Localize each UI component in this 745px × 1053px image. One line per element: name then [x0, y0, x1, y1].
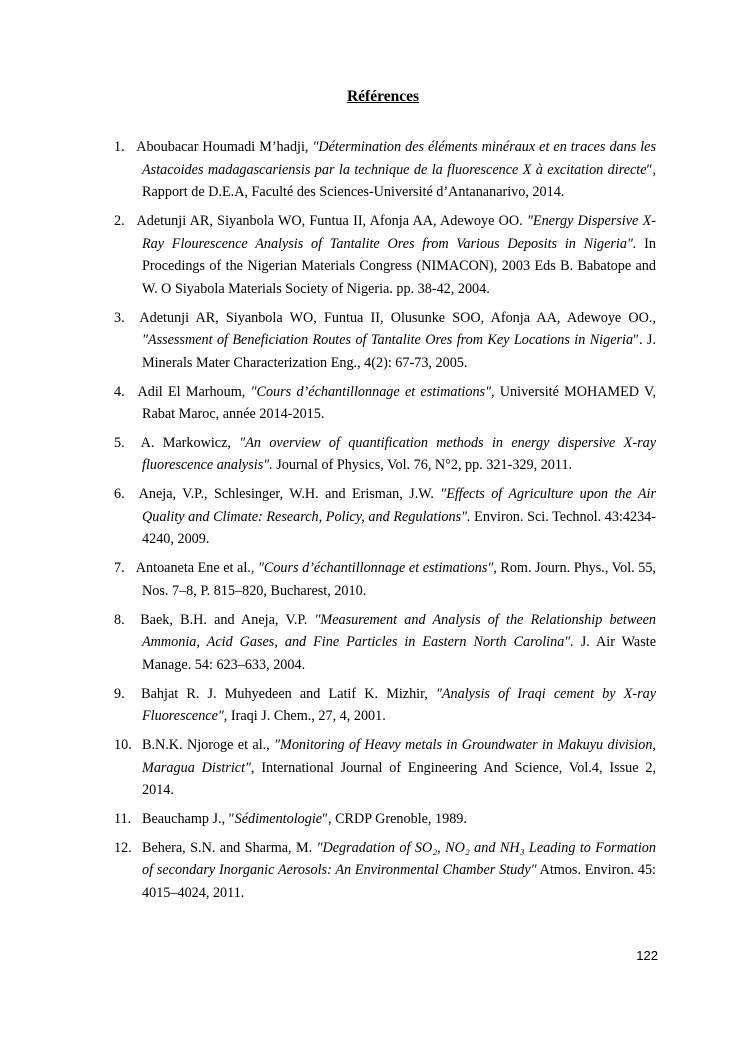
- page-title: Références: [346, 88, 419, 105]
- reference-item: [114, 432, 656, 477]
- reference-item: [114, 307, 656, 375]
- reference-title: ″Measurement and Analysis of the Relationship between Ammonia, Acid Gases, and Fine Particles in Eastern North Carolina″.: [142, 611, 657, 651]
- reference-title: ″Effects of Agriculture upon the Air Quality and Climate: Research, Policy, and Regulations″.: [142, 486, 657, 525]
- reference-number: 2.: [114, 212, 125, 229]
- reference-source: Atmos. Environ. 45: 4015–4024, 2011.: [142, 862, 656, 901]
- reference-item: [114, 837, 656, 905]
- reference-title: ″An overview of quantification methods in energy dispersive X-ray fluorescence analysis″.: [142, 434, 656, 474]
- reference-authors: Beauchamp J., ″: [142, 810, 235, 827]
- reference-source: Rom. Journ. Phys., Vol. 55, Nos. 7–8, P. 815–820, Bucharest, 2010.: [142, 560, 656, 599]
- reference-source: J. Air Waste Manage. 54: 623–633, 2004.: [142, 634, 656, 673]
- reference-item: [114, 683, 656, 728]
- reference-number: 10.: [114, 736, 132, 753]
- reference-item: [114, 136, 656, 204]
- reference-title: ″Cours d’échantillonnage et estimations″,: [250, 383, 495, 400]
- reference-authors: Adetunji AR, Siyanbola WO, Funtua II, Olusunke SOO, Afonja AA, Adewoye OO.: [139, 309, 653, 326]
- reference-title: ″Détermination des éléments minéraux et en traces dans les Astacoides madagascariensis par la technique de la fluorescence X à excitation directe: [142, 139, 656, 178]
- reference-authors: Adil El Marhoum,: [137, 383, 251, 400]
- reference-title: Sédimentologie: [234, 810, 323, 827]
- reference-title: ″Energy Dispersive X-Ray Flourescence Analysis of Tantalite Ores from Various Deposits in Nigeria″.: [142, 212, 656, 252]
- reference-authors: Antoaneta Ene et al.,: [135, 560, 258, 577]
- reference-number: 3.: [114, 309, 125, 326]
- reference-authors: Behera, S.N. and Sharma, M.: [142, 839, 317, 856]
- reference-number: 6.: [114, 486, 125, 503]
- reference-source: ″, CRDP Grenoble, 1989.: [322, 810, 467, 827]
- reference-number: 4.: [114, 383, 125, 400]
- reference-number: 7.: [114, 560, 125, 577]
- reference-source: Iraqi J. Chem., 27, 4, 2001.: [227, 708, 386, 725]
- reference-authors: Aneja, V.P., Schlesinger, W.H. and Erisman, J.W.: [138, 486, 441, 503]
- reference-number: 8.: [114, 611, 125, 628]
- reference-authors: Aboubacar Houmadi M’hadji,: [136, 139, 313, 155]
- reference-item: [114, 609, 656, 677]
- reference-source: International Journal of Engineering And Science, Vol.4, Issue 2, 2014.: [142, 759, 656, 799]
- page-number: 122: [636, 948, 658, 963]
- reference-title: ″Cours d’échantillonnage et estimations″,: [257, 560, 497, 577]
- reference-number: 11.: [114, 810, 132, 827]
- reference-source: In Procedings of the Nigerian Materials Congress (NIMACON), 2003 Eds B. Babatope and W. O Siyabola Materials Society of Nigeria. pp. 38-42, 2004.: [142, 235, 656, 297]
- reference-item: [114, 483, 656, 551]
- reference-source: Journal of Physics, Vol. 76, N°2, pp. 321-329, 2011.: [272, 457, 573, 474]
- reference-title: , ″Assessment of Beneficiation Routes of Tantalite Ores from Key Locations in Nigeria: [142, 309, 656, 349]
- reference-item: [114, 557, 656, 602]
- reference-source: ″, Rapport de D.E.A, Faculté des Sciences-Université d’Antananarivo, 2014.: [142, 161, 656, 201]
- reference-title: ″Monitoring of Heavy metals in Groundwater in Makuyu division, Maragua District″,: [142, 736, 656, 776]
- reference-source: ″. J. Minerals Mater Characterization Eng., 4(2): 67-73, 2005.: [142, 332, 656, 371]
- reference-authors: A. Markowicz,: [140, 434, 240, 451]
- reference-title: ″Analysis of Iraqi cement by X-ray Fluorescence″,: [142, 685, 657, 725]
- reference-authors: B.N.K. Njoroge et al.,: [142, 736, 275, 753]
- reference-number: 9.: [114, 685, 125, 702]
- reference-title: ″Degradation of SO₂, NO₂ and NH₃ Leading to Formation of secondary Inorganic Aerosols: An Environmental Chamber Study″: [142, 839, 656, 879]
- reference-item: [114, 734, 656, 802]
- reference-authors: Bahjat R. J. Muhyedeen and Latif K. Mizhir,: [141, 685, 436, 702]
- reference-number: 12.: [114, 839, 132, 856]
- reference-source: Environ. Sci. Technol. 43:4234-4240, 2009.: [142, 508, 656, 548]
- reference-list: [114, 136, 656, 911]
- reference-authors: Baek, B.H. and Aneja, V.P.: [140, 611, 315, 628]
- reference-source: Université MOHAMED V, Rabat Maroc, année 2014-2015.: [142, 383, 656, 423]
- reference-item: [114, 210, 656, 300]
- reference-item: [114, 808, 656, 831]
- reference-number: 5.: [114, 434, 125, 451]
- reference-authors: Adetunji AR, Siyanbola WO, Funtua II, Afonja AA, Adewoye OO.: [136, 212, 528, 229]
- reference-number: 1.: [114, 139, 125, 155]
- reference-item: [114, 381, 656, 426]
